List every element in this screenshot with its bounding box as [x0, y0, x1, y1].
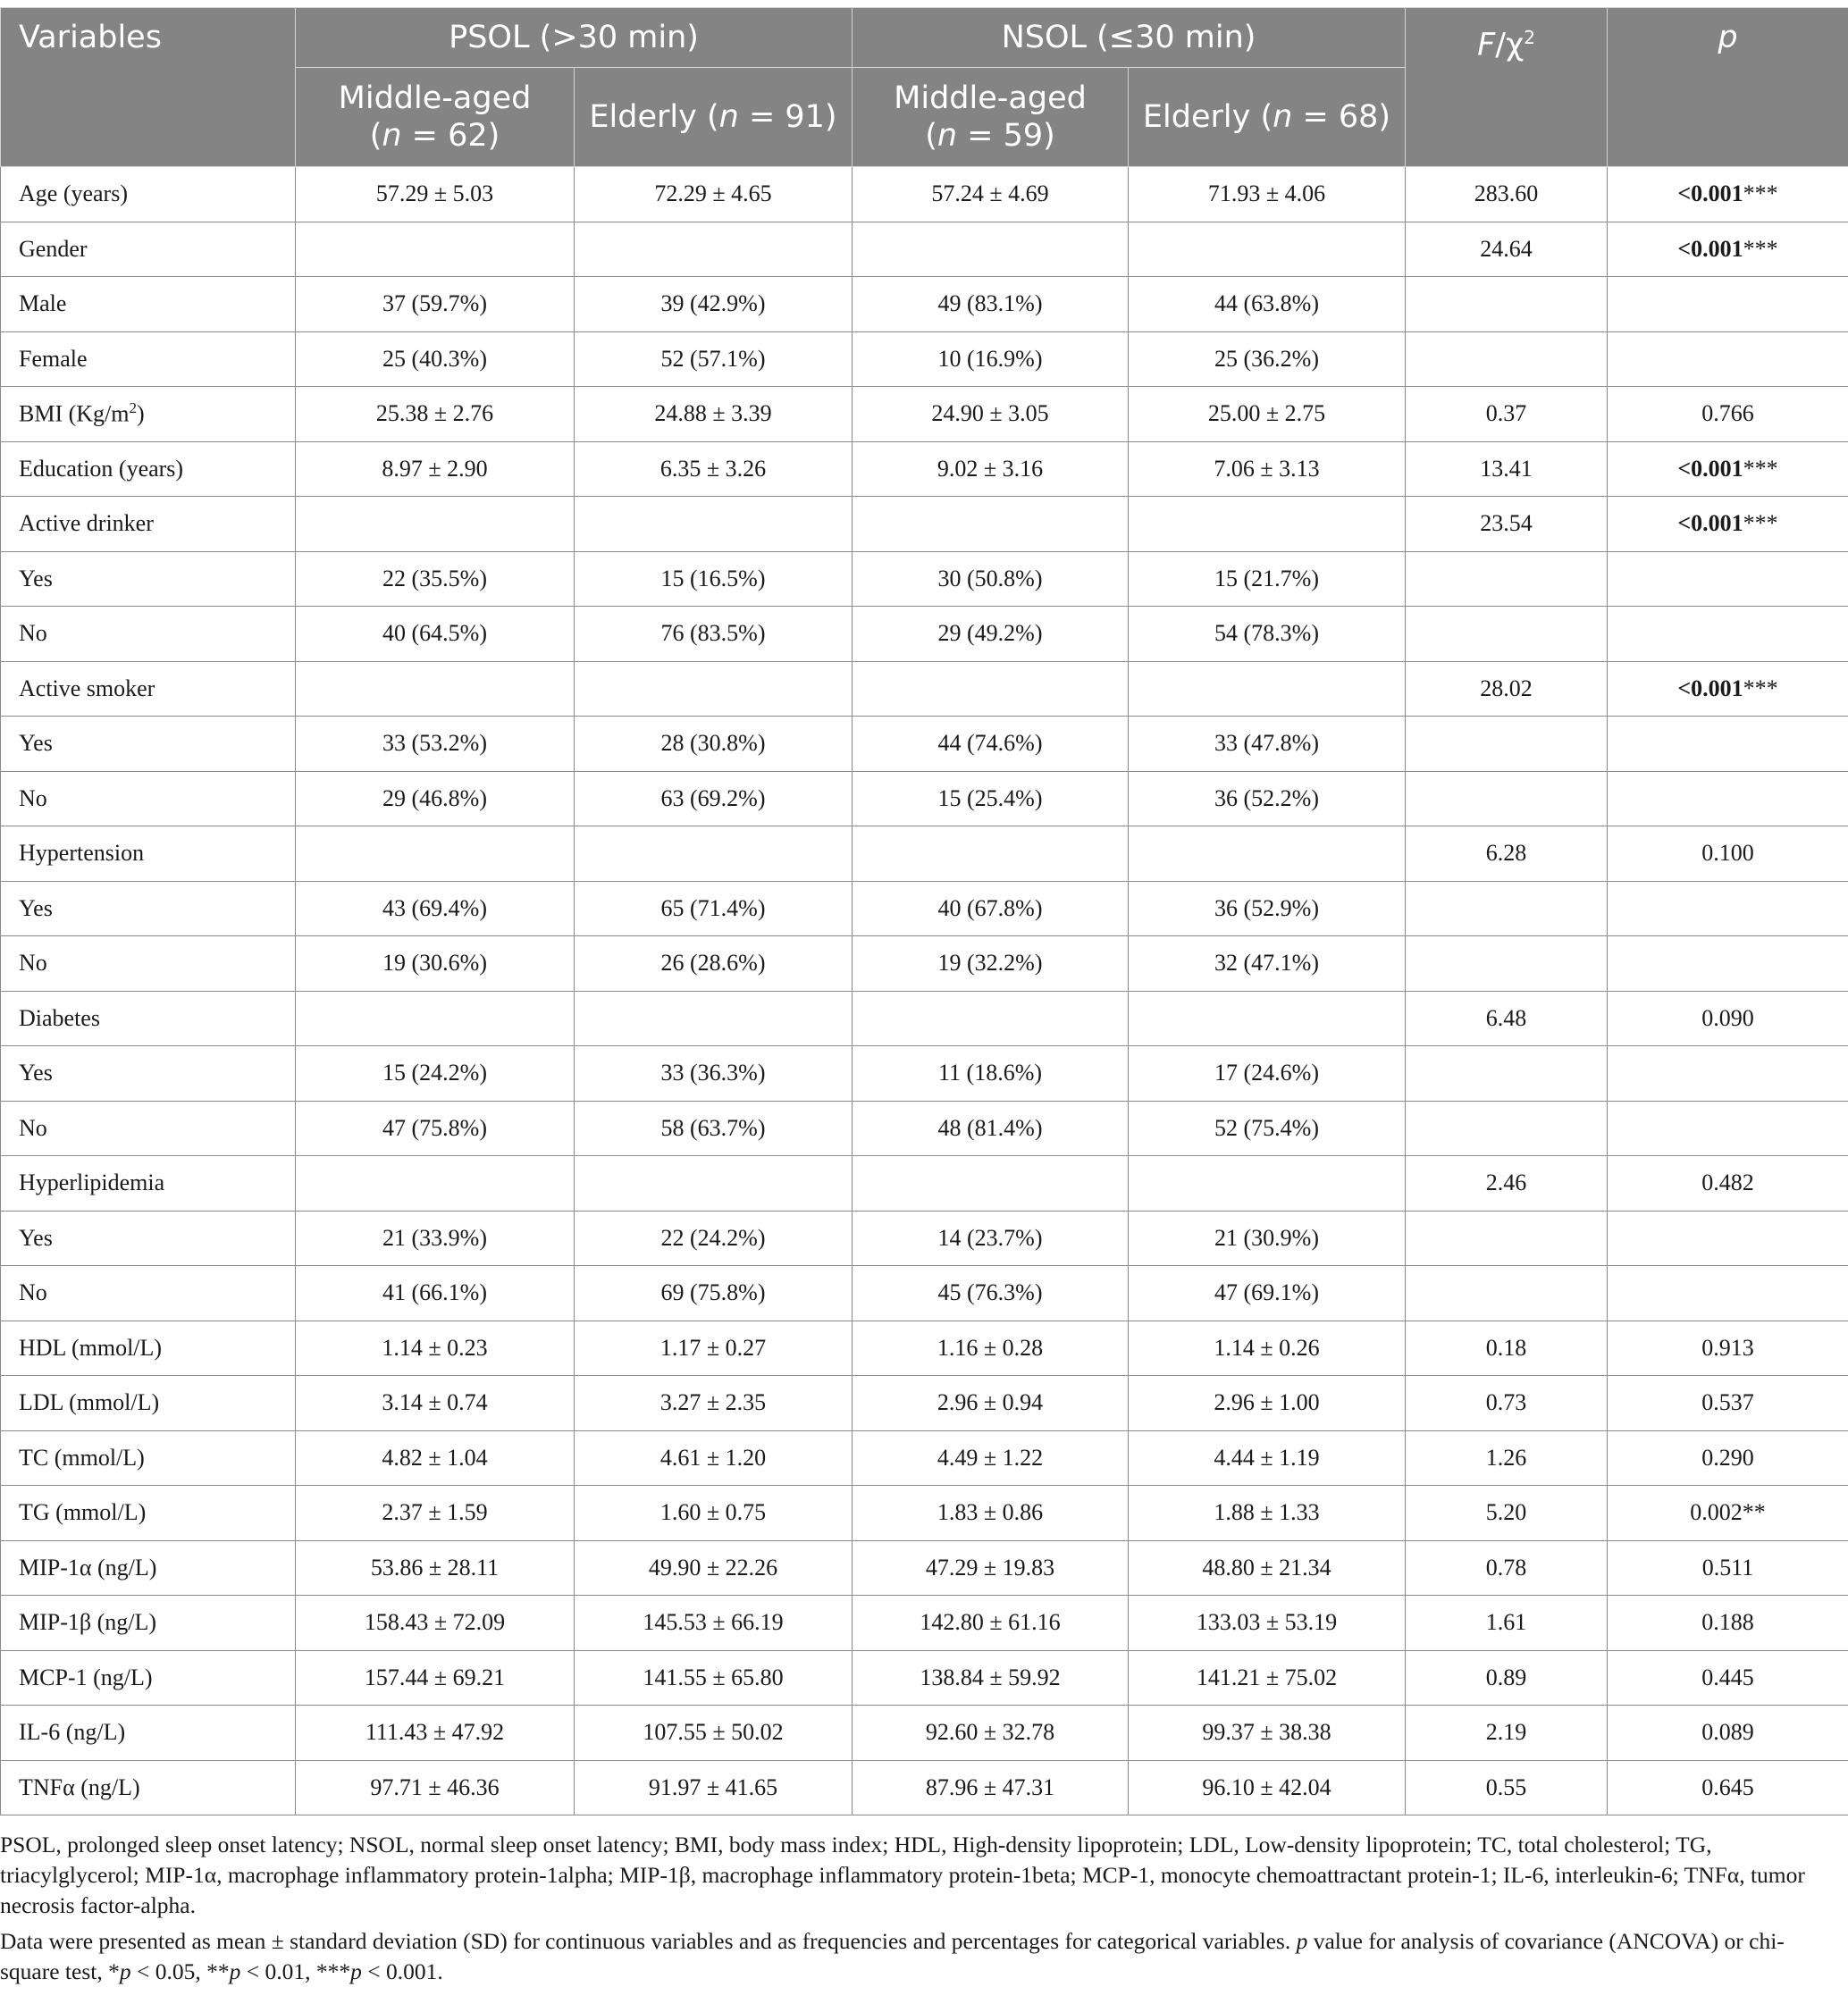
p-value-cell: <0.001*** [1608, 441, 1848, 497]
psol-elderly-cell: 33 (36.3%) [575, 1046, 853, 1102]
row-label: Gender [1, 222, 296, 277]
row-label: Yes [1, 717, 296, 772]
nsol-middle-aged-cell [853, 826, 1129, 882]
row-label: Age (years) [1, 167, 296, 222]
nsol-elderly-cell [1129, 661, 1406, 717]
psol-middle-aged-cell: 43 (69.4%) [296, 881, 575, 936]
row-label: TC (mmol/L) [1, 1430, 296, 1486]
header-statistic: $F/\chi^2$ [1406, 8, 1608, 167]
psol-elderly-cell: 141.55 ± 65.80 [575, 1650, 853, 1706]
psol-elderly-cell: 63 (69.2%) [575, 771, 853, 826]
row-label: No [1, 1266, 296, 1321]
psol-elderly-cell [575, 661, 853, 717]
p-value-cell: 0.913 [1608, 1321, 1848, 1376]
p-value-cell: 0.445 [1608, 1650, 1848, 1706]
nsol-elderly-cell: 1.14 ± 0.26 [1129, 1321, 1406, 1376]
nsol-middle-aged-cell: 48 (81.4%) [853, 1101, 1129, 1156]
row-label: No [1, 936, 296, 992]
statistic-cell: 6.48 [1406, 991, 1608, 1046]
row-label: MIP-1β (ng/L) [1, 1596, 296, 1651]
statistic-cell [1406, 881, 1608, 936]
psol-middle-aged-cell [296, 1156, 575, 1212]
nsol-middle-aged-cell [853, 991, 1129, 1046]
row-label: Active drinker [1, 497, 296, 552]
row-label: HDL (mmol/L) [1, 1321, 296, 1376]
psol-elderly-cell [575, 1156, 853, 1212]
nsol-middle-aged-cell: 44 (74.6%) [853, 717, 1129, 772]
table-row [1, 497, 1848, 552]
table-row [1, 441, 1848, 497]
psol-elderly-cell: 4.61 ± 1.20 [575, 1430, 853, 1486]
nsol-elderly-cell: 33 (47.8%) [1129, 717, 1406, 772]
psol-elderly-cell: 52 (57.1%) [575, 331, 853, 387]
statistic-cell: 283.60 [1406, 167, 1608, 222]
row-label: Diabetes [1, 991, 296, 1046]
psol-middle-aged-cell [296, 661, 575, 717]
nsol-elderly-cell: 36 (52.9%) [1129, 881, 1406, 936]
psol-middle-aged-cell: 15 (24.2%) [296, 1046, 575, 1102]
psol-middle-aged-cell: 22 (35.5%) [296, 551, 575, 607]
table-row [1, 1430, 1848, 1486]
p-value-cell [1608, 1211, 1848, 1266]
statistic-cell: 24.64 [1406, 222, 1608, 277]
nsol-elderly-cell [1129, 222, 1406, 277]
nsol-middle-aged-cell: 57.24 ± 4.69 [853, 167, 1129, 222]
row-label: LDL (mmol/L) [1, 1376, 296, 1431]
psol-middle-aged-cell: 8.97 ± 2.90 [296, 441, 575, 497]
statistic-cell: 0.89 [1406, 1650, 1608, 1706]
nsol-middle-aged-cell: 24.90 ± 3.05 [853, 387, 1129, 442]
table-row [1, 1376, 1848, 1431]
row-label: No [1, 607, 296, 662]
nsol-middle-aged-cell: 40 (67.8%) [853, 881, 1129, 936]
nsol-middle-aged-cell: 47.29 ± 19.83 [853, 1540, 1129, 1596]
statistic-cell: 0.18 [1406, 1321, 1608, 1376]
statistic-cell: 1.26 [1406, 1430, 1608, 1486]
nsol-middle-aged-cell: 142.80 ± 61.16 [853, 1596, 1129, 1651]
psol-middle-aged-cell: 53.86 ± 28.11 [296, 1540, 575, 1596]
statistic-cell [1406, 607, 1608, 662]
header-psol-middle-aged: Middle-aged (n = 62) [296, 68, 575, 167]
psol-elderly-cell: 6.35 ± 3.26 [575, 441, 853, 497]
table-row [1, 1046, 1848, 1102]
psol-elderly-cell: 39 (42.9%) [575, 277, 853, 332]
table-row [1, 1706, 1848, 1761]
header-variables: Variables [1, 8, 296, 167]
statistic-cell: 6.28 [1406, 826, 1608, 882]
psol-elderly-cell [575, 826, 853, 882]
row-label: No [1, 1101, 296, 1156]
p-value-cell: 0.290 [1608, 1430, 1848, 1486]
psol-elderly-cell: 69 (75.8%) [575, 1266, 853, 1321]
psol-middle-aged-cell: 19 (30.6%) [296, 936, 575, 992]
table-row [1, 1486, 1848, 1541]
nsol-middle-aged-cell [853, 1156, 1129, 1212]
psol-elderly-cell: 15 (16.5%) [575, 551, 853, 607]
psol-middle-aged-cell [296, 826, 575, 882]
table-row [1, 607, 1848, 662]
statistic-cell: 0.73 [1406, 1376, 1608, 1431]
psol-middle-aged-cell: 25 (40.3%) [296, 331, 575, 387]
table-row [1, 1321, 1848, 1376]
nsol-elderly-cell: 1.88 ± 1.33 [1129, 1486, 1406, 1541]
footnote-methods: Data were presented as mean ± standard deviation (SD) for continuous variables and as frequencies and percentages for categorical variables. p value for analysis of covariance (ANCOVA) or chi-square test, *p < 0.05, **p < 0.01, ***p < 0.001. [0, 1928, 1785, 1984]
table-row [1, 881, 1848, 936]
table-body [1, 167, 1848, 1815]
psol-elderly-cell: 145.53 ± 66.19 [575, 1596, 853, 1651]
nsol-elderly-cell: 96.10 ± 42.04 [1129, 1760, 1406, 1815]
psol-elderly-cell: 58 (63.7%) [575, 1101, 853, 1156]
psol-middle-aged-cell [296, 222, 575, 277]
psol-elderly-cell: 49.90 ± 22.26 [575, 1540, 853, 1596]
psol-elderly-cell: 91.97 ± 41.65 [575, 1760, 853, 1815]
statistic-cell [1406, 1046, 1608, 1102]
nsol-elderly-cell [1129, 1156, 1406, 1212]
table-footnotes [0, 1830, 1832, 1992]
nsol-elderly-cell: 17 (24.6%) [1129, 1046, 1406, 1102]
p-value-cell [1608, 1046, 1848, 1102]
header-nsol: NSOL (≤30 min) [853, 8, 1406, 68]
statistic-cell [1406, 1266, 1608, 1321]
psol-elderly-cell: 22 (24.2%) [575, 1211, 853, 1266]
row-label: MIP-1α (ng/L) [1, 1540, 296, 1596]
statistic-cell: 2.46 [1406, 1156, 1608, 1212]
row-label: Hyperlipidemia [1, 1156, 296, 1212]
statistic-cell: 28.02 [1406, 661, 1608, 717]
p-value-cell: <0.001*** [1608, 167, 1848, 222]
statistic-cell [1406, 551, 1608, 607]
p-value-cell: 0.100 [1608, 826, 1848, 882]
nsol-elderly-cell: 36 (52.2%) [1129, 771, 1406, 826]
nsol-elderly-cell: 48.80 ± 21.34 [1129, 1540, 1406, 1596]
psol-middle-aged-cell: 57.29 ± 5.03 [296, 167, 575, 222]
nsol-elderly-cell: 52 (75.4%) [1129, 1101, 1406, 1156]
psol-elderly-cell: 72.29 ± 4.65 [575, 167, 853, 222]
psol-middle-aged-cell: 97.71 ± 46.36 [296, 1760, 575, 1815]
row-label: Yes [1, 881, 296, 936]
table-row [1, 1760, 1848, 1815]
nsol-middle-aged-cell [853, 222, 1129, 277]
nsol-elderly-cell: 71.93 ± 4.06 [1129, 167, 1406, 222]
psol-middle-aged-cell: 40 (64.5%) [296, 607, 575, 662]
nsol-elderly-cell [1129, 497, 1406, 552]
psol-middle-aged-cell: 3.14 ± 0.74 [296, 1376, 575, 1431]
psol-elderly-cell: 3.27 ± 2.35 [575, 1376, 853, 1431]
table-row [1, 1156, 1848, 1212]
p-value-cell: 0.002** [1608, 1486, 1848, 1541]
nsol-elderly-cell: 25.00 ± 2.75 [1129, 387, 1406, 442]
nsol-middle-aged-cell [853, 661, 1129, 717]
nsol-middle-aged-cell: 14 (23.7%) [853, 1211, 1129, 1266]
table-row [1, 771, 1848, 826]
p-value-cell: 0.537 [1608, 1376, 1848, 1431]
p-value-cell: 0.188 [1608, 1596, 1848, 1651]
psol-elderly-cell [575, 991, 853, 1046]
nsol-elderly-cell: 99.37 ± 38.38 [1129, 1706, 1406, 1761]
nsol-middle-aged-cell [853, 497, 1129, 552]
p-value-cell [1608, 277, 1848, 332]
nsol-elderly-cell: 2.96 ± 1.00 [1129, 1376, 1406, 1431]
p-value-cell [1608, 607, 1848, 662]
p-value-cell: 0.089 [1608, 1706, 1848, 1761]
statistic-cell: 0.37 [1406, 387, 1608, 442]
psol-elderly-cell: 76 (83.5%) [575, 607, 853, 662]
statistic-cell [1406, 936, 1608, 992]
nsol-elderly-cell: 15 (21.7%) [1129, 551, 1406, 607]
header-nsol-middle-aged: Middle-aged (n = 59) [853, 68, 1129, 167]
psol-middle-aged-cell: 41 (66.1%) [296, 1266, 575, 1321]
psol-middle-aged-cell: 111.43 ± 47.92 [296, 1706, 575, 1761]
table-row [1, 1211, 1848, 1266]
psol-middle-aged-cell: 37 (59.7%) [296, 277, 575, 332]
table-row [1, 387, 1848, 442]
table-row [1, 551, 1848, 607]
nsol-middle-aged-cell: 49 (83.1%) [853, 277, 1129, 332]
nsol-elderly-cell: 32 (47.1%) [1129, 936, 1406, 992]
nsol-middle-aged-cell: 2.96 ± 0.94 [853, 1376, 1129, 1431]
table-row [1, 991, 1848, 1046]
table-row [1, 1540, 1848, 1596]
p-value-cell: <0.001*** [1608, 497, 1848, 552]
nsol-middle-aged-cell: 45 (76.3%) [853, 1266, 1129, 1321]
p-value-cell [1608, 551, 1848, 607]
psol-elderly-cell: 65 (71.4%) [575, 881, 853, 936]
nsol-elderly-cell: 47 (69.1%) [1129, 1266, 1406, 1321]
nsol-middle-aged-cell: 1.83 ± 0.86 [853, 1486, 1129, 1541]
nsol-elderly-cell: 133.03 ± 53.19 [1129, 1596, 1406, 1651]
nsol-middle-aged-cell: 10 (16.9%) [853, 331, 1129, 387]
psol-middle-aged-cell [296, 497, 575, 552]
header-psol-elderly: Elderly (n = 91) [575, 68, 853, 167]
header-nsol-elderly: Elderly (n = 68) [1129, 68, 1406, 167]
statistic-cell: 0.55 [1406, 1760, 1608, 1815]
statistic-cell: 5.20 [1406, 1486, 1608, 1541]
statistic-cell: 0.78 [1406, 1540, 1608, 1596]
nsol-middle-aged-cell: 9.02 ± 3.16 [853, 441, 1129, 497]
table-row [1, 1650, 1848, 1706]
table-row [1, 331, 1848, 387]
psol-elderly-cell: 26 (28.6%) [575, 936, 853, 992]
nsol-elderly-cell: 4.44 ± 1.19 [1129, 1430, 1406, 1486]
nsol-middle-aged-cell: 4.49 ± 1.22 [853, 1430, 1129, 1486]
p-value-cell [1608, 717, 1848, 772]
p-value-cell: 0.090 [1608, 991, 1848, 1046]
statistic-cell [1406, 1211, 1608, 1266]
psol-middle-aged-cell: 4.82 ± 1.04 [296, 1430, 575, 1486]
row-label: No [1, 771, 296, 826]
table-row [1, 936, 1848, 992]
psol-middle-aged-cell: 157.44 ± 69.21 [296, 1650, 575, 1706]
statistic-cell [1406, 1101, 1608, 1156]
nsol-elderly-cell: 21 (30.9%) [1129, 1211, 1406, 1266]
nsol-middle-aged-cell: 11 (18.6%) [853, 1046, 1129, 1102]
table-container [0, 7, 1848, 1815]
row-label: Active smoker [1, 661, 296, 717]
nsol-elderly-cell: 54 (78.3%) [1129, 607, 1406, 662]
psol-elderly-cell [575, 222, 853, 277]
psol-middle-aged-cell: 25.38 ± 2.76 [296, 387, 575, 442]
row-label: Yes [1, 1046, 296, 1102]
table-row [1, 661, 1848, 717]
nsol-middle-aged-cell: 30 (50.8%) [853, 551, 1129, 607]
psol-middle-aged-cell: 21 (33.9%) [296, 1211, 575, 1266]
nsol-middle-aged-cell: 19 (32.2%) [853, 936, 1129, 992]
row-label: Hypertension [1, 826, 296, 882]
header-psol: PSOL (>30 min) [296, 8, 853, 68]
p-value-cell: 0.645 [1608, 1760, 1848, 1815]
table-row [1, 826, 1848, 882]
row-label: Yes [1, 551, 296, 607]
p-value-cell [1608, 936, 1848, 992]
psol-elderly-cell [575, 497, 853, 552]
row-label: TNFα (ng/L) [1, 1760, 296, 1815]
table-row [1, 222, 1848, 277]
nsol-middle-aged-cell: 92.60 ± 32.78 [853, 1706, 1129, 1761]
psol-elderly-cell: 107.55 ± 50.02 [575, 1706, 853, 1761]
row-label: Male [1, 277, 296, 332]
table-row [1, 1266, 1848, 1321]
psol-middle-aged-cell: 29 (46.8%) [296, 771, 575, 826]
nsol-elderly-cell: 44 (63.8%) [1129, 277, 1406, 332]
nsol-middle-aged-cell: 29 (49.2%) [853, 607, 1129, 662]
nsol-middle-aged-cell: 1.16 ± 0.28 [853, 1321, 1129, 1376]
p-value-cell: <0.001*** [1608, 661, 1848, 717]
statistic-cell: 23.54 [1406, 497, 1608, 552]
row-label: IL-6 (ng/L) [1, 1706, 296, 1761]
statistic-cell: 13.41 [1406, 441, 1608, 497]
baseline-characteristics-table [0, 7, 1848, 1815]
psol-elderly-cell: 1.17 ± 0.27 [575, 1321, 853, 1376]
nsol-elderly-cell: 25 (36.2%) [1129, 331, 1406, 387]
p-value-cell: 0.766 [1608, 387, 1848, 442]
nsol-elderly-cell: 141.21 ± 75.02 [1129, 1650, 1406, 1706]
psol-middle-aged-cell: 158.43 ± 72.09 [296, 1596, 575, 1651]
psol-middle-aged-cell [296, 991, 575, 1046]
table-row [1, 1596, 1848, 1651]
nsol-middle-aged-cell: 87.96 ± 47.31 [853, 1760, 1129, 1815]
p-value-cell: <0.001*** [1608, 222, 1848, 277]
psol-middle-aged-cell: 33 (53.2%) [296, 717, 575, 772]
psol-elderly-cell: 24.88 ± 3.39 [575, 387, 853, 442]
row-label: Female [1, 331, 296, 387]
row-label: BMI $(Kg/m^2)$ [1, 387, 296, 442]
nsol-elderly-cell [1129, 991, 1406, 1046]
table-row [1, 277, 1848, 332]
nsol-elderly-cell [1129, 826, 1406, 882]
psol-middle-aged-cell: 2.37 ± 1.59 [296, 1486, 575, 1541]
row-label: TG (mmol/L) [1, 1486, 296, 1541]
nsol-middle-aged-cell: 15 (25.4%) [853, 771, 1129, 826]
statistic-cell [1406, 771, 1608, 826]
statistic-cell: 2.19 [1406, 1706, 1608, 1761]
psol-middle-aged-cell: 47 (75.8%) [296, 1101, 575, 1156]
p-value-cell [1608, 771, 1848, 826]
psol-middle-aged-cell: 1.14 ± 0.23 [296, 1321, 575, 1376]
row-label: Yes [1, 1211, 296, 1266]
table-header [1, 8, 1848, 167]
row-label: Education (years) [1, 441, 296, 497]
p-value-cell [1608, 1101, 1848, 1156]
nsol-middle-aged-cell: 138.84 ± 59.92 [853, 1650, 1129, 1706]
p-value-cell [1608, 1266, 1848, 1321]
row-label: MCP-1 (ng/L) [1, 1650, 296, 1706]
nsol-elderly-cell: 7.06 ± 3.13 [1129, 441, 1406, 497]
footnote-abbreviations: PSOL, prolonged sleep onset latency; NSOL, normal sleep onset latency; BMI, body mass index; HDL, High-density lipoprotein; LDL, Low-density lipoprotein; TC, total cholesterol; TG, triacylglycerol; MIP-1α, macrophage inflammatory protein-1alpha; MIP-1β, macrophage inflammatory protein-1beta; MCP-1, monocyte chemoattractant protein-1; IL-6, interleukin-6; TNFα, tumor necrosis factor-alpha. [0, 1832, 1805, 1918]
statistic-cell [1406, 331, 1608, 387]
p-value-cell: 0.511 [1608, 1540, 1848, 1596]
statistic-cell [1406, 277, 1608, 332]
table-row [1, 717, 1848, 772]
psol-elderly-cell: 1.60 ± 0.75 [575, 1486, 853, 1541]
psol-elderly-cell: 28 (30.8%) [575, 717, 853, 772]
statistic-cell: 1.61 [1406, 1596, 1608, 1651]
table-row [1, 1101, 1848, 1156]
p-value-cell [1608, 881, 1848, 936]
table-row [1, 167, 1848, 222]
p-value-cell: 0.482 [1608, 1156, 1848, 1212]
header-p: p [1608, 8, 1848, 167]
p-value-cell [1608, 331, 1848, 387]
statistic-cell [1406, 717, 1608, 772]
